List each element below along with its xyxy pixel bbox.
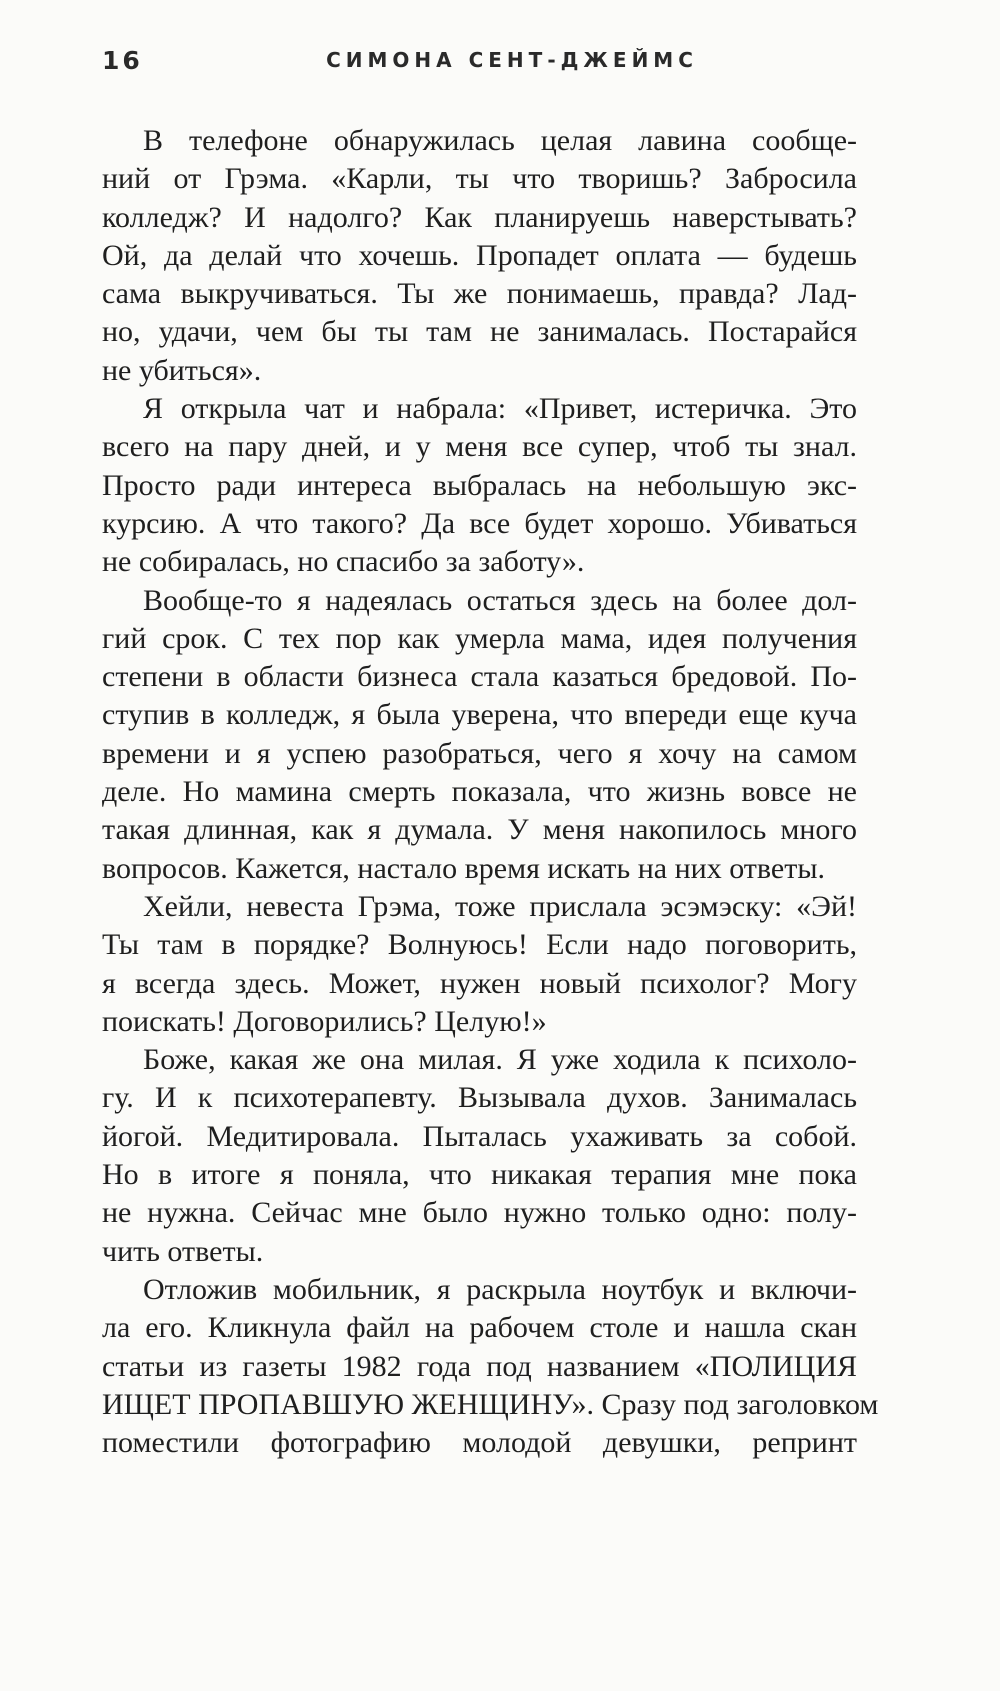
text-line: поискать! Договорились? Целую!» xyxy=(102,1004,547,1038)
text-line: всего на пару дней, и у меня все супер, чтоб ты знал. xyxy=(102,430,857,464)
text-line: не убиться». xyxy=(102,353,262,387)
text-line: йогой. Медитировала. Пыталась ухаживать за собой. xyxy=(102,1119,857,1153)
text-line: чить ответы. xyxy=(102,1234,264,1268)
text-line: Отложив мобильник, я раскрыла ноутбук и включи- xyxy=(143,1272,857,1306)
text-line: времени и я успею разобраться, чего я хочу на самом xyxy=(102,736,857,770)
text-line: я всегда здесь. Может, нужен новый психолог? Могу xyxy=(102,966,857,1000)
paragraph xyxy=(102,582,857,888)
text-line: ИЩЕТ ПРОПАВШУЮ ЖЕНЩИНУ». Сразу под заголовком xyxy=(102,1387,879,1421)
text-line: Боже, какая же она милая. Я уже ходила к психоло- xyxy=(143,1043,857,1077)
text-line: статьи из газеты 1982 года под названием «ПОЛИЦИЯ xyxy=(102,1349,857,1383)
text-line: гий срок. С тех пор как умерла мама, идея получения xyxy=(102,621,857,655)
text-line: курсию. А что такого? Да все будет хорошо. Убиваться xyxy=(102,506,857,540)
body-text xyxy=(102,122,879,1462)
text-line: но, удачи, чем бы ты там не занималась. Постарайся xyxy=(102,315,857,349)
text-line: Но в итоге я поняла, что никакая терапия мне пока xyxy=(102,1158,857,1192)
paragraph xyxy=(102,1041,857,1271)
text-line: вопросов. Кажется, настало время искать на них ответы. xyxy=(102,851,825,885)
text-line: ступив в колледж, я была уверена, что впереди еще куча xyxy=(102,698,857,732)
text-line: не нужна. Сейчас мне было нужно только одно: полу- xyxy=(102,1196,857,1230)
text-line: Хейли, невеста Грэма, тоже прислала эсэмэску: «Эй! xyxy=(143,889,857,923)
text-line: поместили фотографию молодой девушки, репринт xyxy=(102,1426,857,1460)
text-line: Я открыла чат и набрала: «Привет, истеричка. Это xyxy=(143,392,857,426)
paragraph xyxy=(102,390,857,581)
text-line: ний от Грэма. «Карли, ты что творишь? Забросила xyxy=(102,162,857,196)
text-line: такая длинная, как я думала. У меня накопилось много xyxy=(102,813,857,847)
text-line: Ты там в порядке? Волнуюсь! Если надо поговорить, xyxy=(102,928,857,962)
text-line: Ой, да делай что хочешь. Пропадет оплата — будешь xyxy=(102,238,857,272)
text-line: сама выкручиваться. Ты же понимаешь, правда? Лад- xyxy=(102,277,857,311)
paragraph xyxy=(102,888,857,1041)
paragraph xyxy=(102,122,857,390)
text-line: Вообще-то я надеялась остаться здесь на более дол- xyxy=(143,583,857,617)
text-line: Просто ради интереса выбралась на небольшую экс- xyxy=(102,468,857,502)
text-line: колледж? И надолго? Как планируешь наверстывать? xyxy=(102,200,857,234)
page-number: 16 xyxy=(102,46,143,75)
text-line: гу. И к психотерапевту. Вызывала духов. Занималась xyxy=(102,1081,857,1115)
text-line: В телефоне обнаружилась целая лавина сообще- xyxy=(143,124,857,157)
running-head-author: СИМОНА СЕНТ-ДЖЕЙМС xyxy=(326,48,698,72)
text-line: не собиралась, но спасибо за заботу». xyxy=(102,545,585,579)
text-line: степени в области бизнеса стала казаться бредовой. По- xyxy=(102,660,857,694)
text-line: деле. Но мамина смерть показала, что жизнь вовсе не xyxy=(102,775,857,809)
paragraph xyxy=(102,1271,879,1462)
running-head xyxy=(0,46,1000,80)
text-line: ла его. Кликнула файл на рабочем столе и нашла скан xyxy=(102,1311,857,1345)
